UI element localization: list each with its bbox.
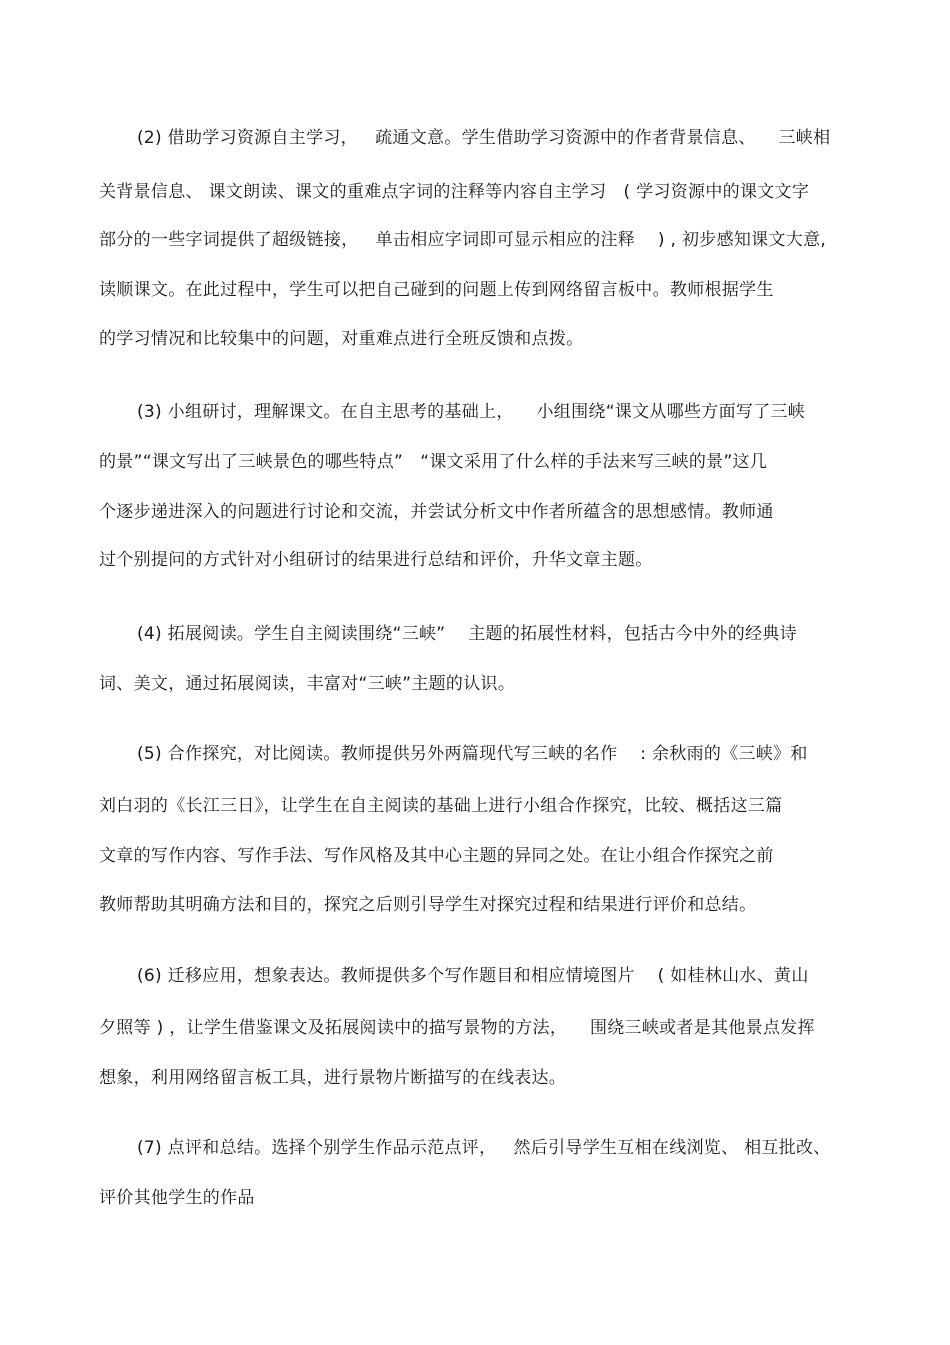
text-line: 读顺课文。在此过程中，学生可以把自己碰到的问题上传到网络留言板中。教师根据学生 (99, 280, 774, 300)
text-line: 过个别提问的方式针对小组研讨的结果进行总结和评价，升华文章主题。 (99, 550, 653, 570)
text-line: 刘白羽的《长江三日》，让学生在自主阅读的基础上进行小组合作探究，比较、概括这三篇 (99, 796, 783, 816)
text-line: 评价其他学生的作品 (99, 1188, 255, 1208)
text-line: (4) 拓展阅读。学生自主阅读围绕“三峡” 主题的拓展性材料，包括古今中外的经典诗 (137, 624, 797, 644)
text-line: 想象，利用网络留言板工具，进行景物片断描写的在线表达。 (99, 1068, 567, 1088)
text-line: 词、美文，通过拓展阅读，丰富对“三峡”主题的认识。 (99, 674, 516, 694)
text-line: (2) 借助学习资源自主学习， 疏通文意。学生借助学习资源中的作者背景信息、 三峡相 (137, 128, 831, 148)
text-line: 文章的写作内容、写作手法、写作风格及其中心主题的异同之处。在让小组合作探究之前 (99, 846, 774, 866)
text-line: 的学习情况和比较集中的问题，对重难点进行全班反馈和点拨。 (99, 329, 584, 349)
text-line: 教师帮助其明确方法和目的，探究之后则引导学生对探究过程和结果进行评价和总结。 (99, 895, 757, 915)
text-line: 的景”“课文写出了三峡景色的哪些特点” “课文采用了什么样的手法来写三峡的景”这几 (99, 452, 768, 472)
text-line: (5) 合作探究，对比阅读。教师提供另外两篇现代写三峡的名作 : 余秋雨的《三峡》和 (137, 744, 808, 764)
text-line: 个逐步递进深入的问题进行讨论和交流，并尝试分析文中作者所蕴含的思想感情。教师通 (99, 502, 774, 522)
text-line: 夕照等 ) ，让学生借鉴课文及拓展阅读中的描写景物的方法， 围绕三峡或者是其他景点发挥 (99, 1018, 815, 1038)
text-line: 部分的一些字词提供了超级链接， 单击相应字词即可显示相应的注释 ) , 初步感知课文大意, (99, 230, 827, 250)
text-line: (6) 迁移应用，想象表达。教师提供多个写作题目和相应情境图片 ( 如桂林山水、黄山 (137, 966, 809, 986)
text-line: 关背景信息、 课文朗读、课文的重难点字词的注释等内容自主学习 ( 学习资源中的课文文字 (99, 182, 810, 202)
text-line: (7) 点评和总结。选择个别学生作品示范点评， 然后引导学生互相在线浏览、 相互批改、 (137, 1138, 831, 1158)
text-line: (3) 小组研讨，理解课文。在自主思考的基础上， 小组围绕“课文从哪些方面写了三峡 (137, 402, 806, 422)
